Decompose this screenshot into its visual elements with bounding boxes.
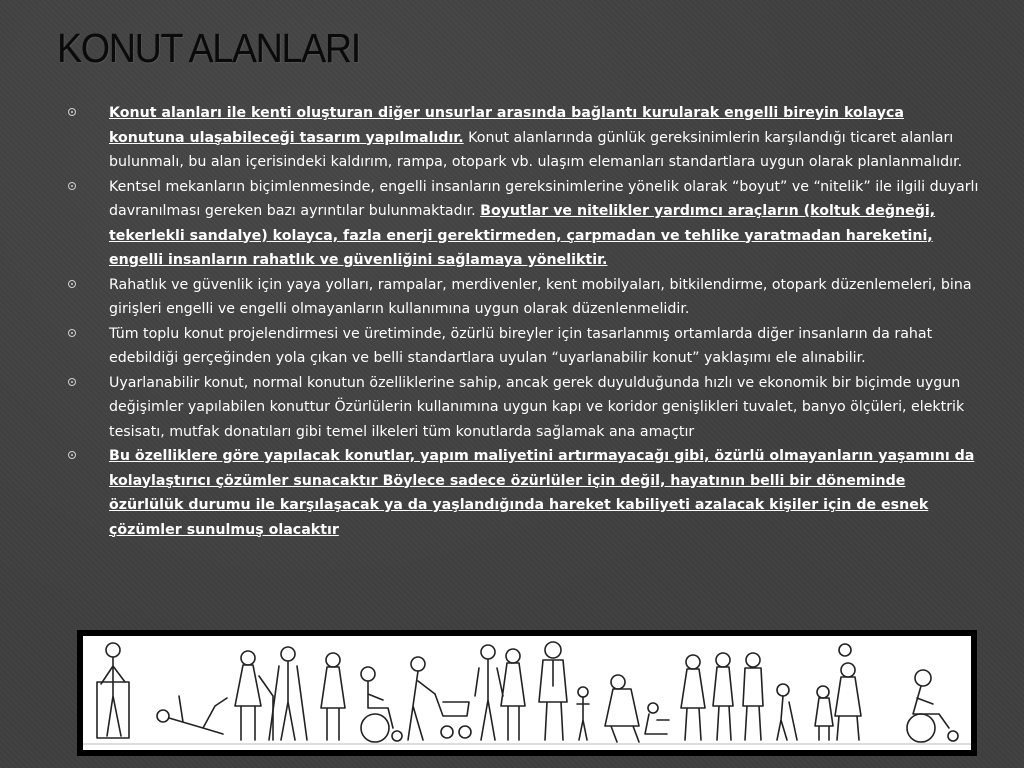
circle-bullet-icon	[68, 108, 76, 116]
bullet-text: Rahatlık ve güvenlik için yaya yolları, rampalar, merdivenler, kent mobilyaları, bitkilendirme, otopark düzenlemeleri, bina girişleri engelli ve engelli olmayanların kullanımına uygun olarak düzenlenmelidir.	[109, 276, 972, 317]
bullet-list	[64, 101, 980, 542]
bullet-item	[64, 371, 980, 445]
bullet-text: Kentsel mekanların biçimlenmesinde, engelli insanların gereksinimlerine yönelik olarak “boyut” ve “nitelik” ile ilgili duyarlı davranılması gereken bazı ayrıntılar bulunmaktadır.	[109, 178, 979, 219]
bullet-text: Tüm toplu konut projelendirmesi ve üretiminde, özürlü bireyler için tasarlanmış ortamlarda diğer insanların da rahat edebildiği gerçeğinden yola çıkan ve belli standartlara uyulan “uyarlanabilir konut” yaklaşımı ele alınabilir.	[109, 325, 933, 366]
bullet-item	[64, 101, 980, 175]
illustration-frame	[77, 630, 977, 756]
bullet-text-emphasis: Boyutlar ve nitelikler yardımcı araçların (koltuk değneği, tekerlekli sandalye) kolayca, fazla enerji gerektirmeden, çarpmadan ve tehlike yaratmadan hareketini, engelli insanların rahatlık ve güvenliğini sağlamaya yöneliktir.	[109, 203, 936, 268]
people-illustration-icon	[83, 636, 971, 750]
circle-bullet-icon	[68, 280, 76, 288]
bullet-text: Uyarlanabilir konut, normal konutun özelliklerine sahip, ancak gerek duyulduğunda hızlı ve ekonomik bir biçimde uygun değişimler yapılabilen konuttur Özürlülerin kullanımına uygun kapı ve koridor genişlikleri tuvalet, banyo ölçüleri, elektrik tesisatı, mutfak donatıları gibi temel ilkeleri tüm konutlarda sağlamak ana amaçtır	[109, 374, 965, 440]
bullet-text: Konut alanlarında günlük gereksinimlerin karşılandığı ticaret alanları bulunmalı, bu alan içerisindeki kaldırım, rampa, otopark vb. ulaşım elemanları standartlara uygun olarak planlanmalıdır.	[109, 129, 963, 170]
slide-content	[64, 101, 980, 542]
bullet-text-emphasis: Konut alanları ile kenti oluşturan diğer unsurlar arasında bağlantı kurularak engelli bireyin kolayca konutuna ulaşabileceği tasarım yapılmalıdır.	[109, 105, 904, 146]
slide-title: KONUT ALANLARI	[57, 25, 360, 71]
circle-bullet-icon	[68, 451, 76, 459]
bullet-item	[64, 175, 980, 273]
circle-bullet-icon	[68, 329, 76, 337]
people-with-disabilities-illustration	[83, 636, 971, 750]
bullet-item	[64, 444, 980, 542]
bullet-text-emphasis: Bu özelliklere göre yapılacak konutlar, yapım maliyetini artırmayacağı gibi, özürlü olmayanların yaşamını da kolaylaştırıcı çözümler sunacaktır Böylece sadece özürlüler için değil, hayatının belli bir döneminde özürlülük durumu ile karşılaşacak ya da yaşlandığında hareket kabiliyeti azalacak kişiler için de esnek çözümler sunulmuş olacaktır	[109, 448, 975, 538]
circle-bullet-icon	[68, 182, 76, 190]
circle-bullet-icon	[68, 378, 76, 386]
bullet-item	[64, 273, 980, 322]
bullet-item	[64, 322, 980, 371]
